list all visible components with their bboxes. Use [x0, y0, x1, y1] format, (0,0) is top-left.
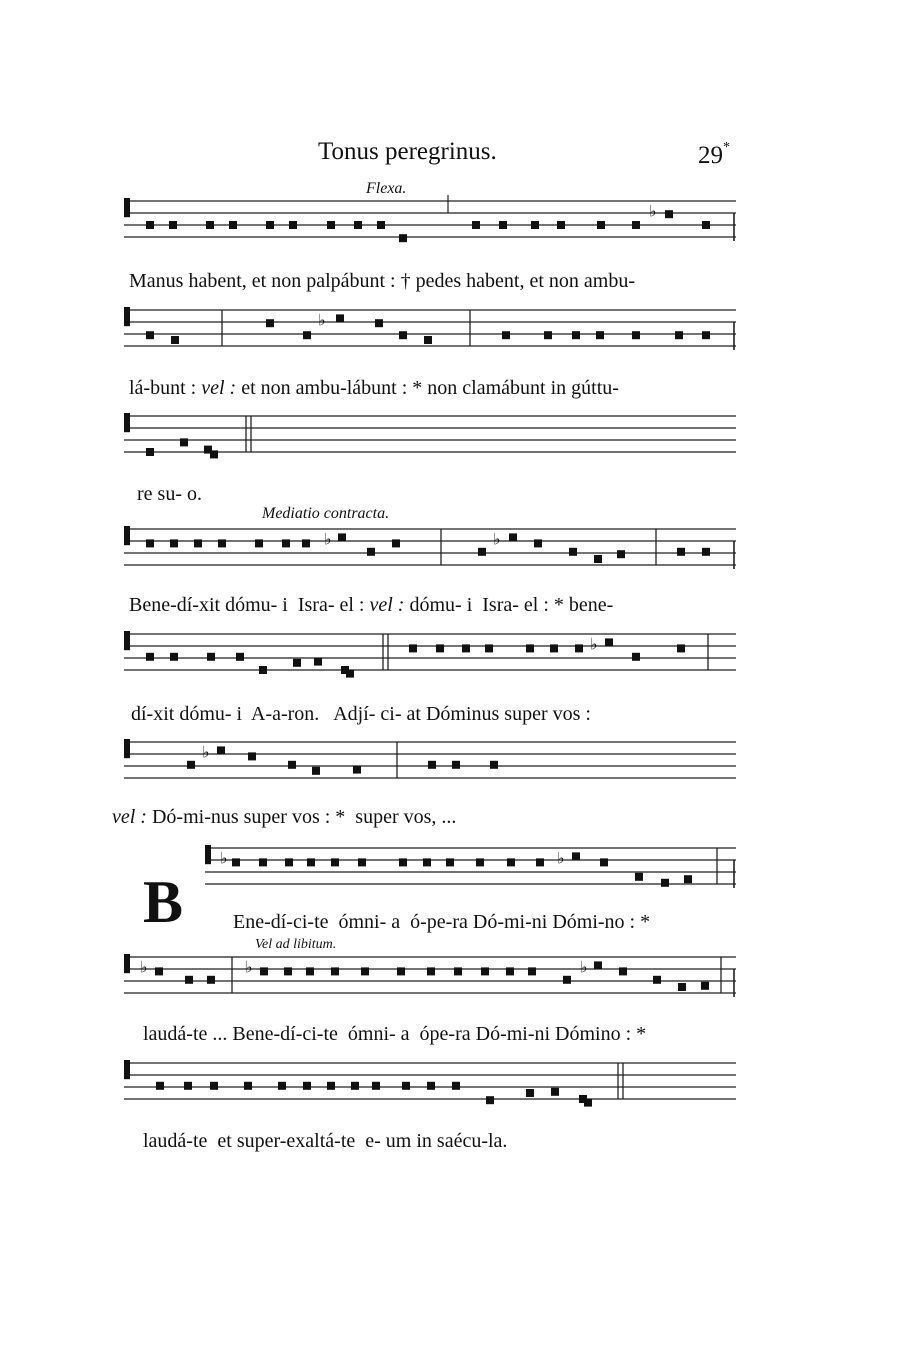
neume-note — [423, 858, 431, 866]
neume-note — [572, 852, 580, 860]
neume-note — [338, 533, 346, 541]
neume-note — [248, 752, 256, 760]
rubric-vel: vel : — [112, 806, 147, 828]
lyric-text-rest: et non ambu-lábunt : * non clamábunt in gúttu- — [236, 377, 619, 399]
neume-note — [619, 967, 627, 975]
neume-note — [312, 767, 320, 775]
lyric-line-4 — [129, 594, 613, 617]
neume-note — [452, 761, 460, 769]
neume-note — [146, 653, 154, 661]
clef-icon — [124, 307, 130, 326]
neume-note — [306, 967, 314, 975]
neume-note — [351, 1082, 359, 1090]
neume-note — [526, 1089, 534, 1097]
neume-note — [282, 539, 290, 547]
neume-note — [206, 221, 214, 229]
neume-note — [314, 658, 322, 666]
neume-note — [402, 1082, 410, 1090]
neume-note — [653, 976, 661, 984]
neume-note — [293, 659, 301, 667]
lyric-line-8: laudá-te ... Bene-dí-ci-te ómni- a ópe-ra Dó-mi-ni Dómino : * — [143, 1023, 647, 1045]
neume-note — [452, 1082, 460, 1090]
neume-note — [550, 644, 558, 652]
neume-note — [490, 761, 498, 769]
flat-icon: ♭ — [324, 529, 332, 549]
neume-note — [702, 548, 710, 556]
lyric-line-9: laudá-te et super-exaltá-te e- um in saécu-la. — [143, 1130, 508, 1152]
rubric-mediatio: Mediatio contracta. — [262, 505, 390, 522]
neume-note — [472, 221, 480, 229]
neume-note — [675, 331, 683, 339]
neume-note — [507, 858, 515, 866]
rubric-vel: vel : — [201, 377, 237, 399]
neume-note — [266, 319, 274, 327]
neume-note — [702, 221, 710, 229]
page-number-mark: * — [723, 140, 730, 155]
neume-note — [600, 858, 608, 866]
neume-note — [544, 331, 552, 339]
neume-note — [331, 858, 339, 866]
neume-note — [684, 875, 692, 883]
lyric-line-6 — [112, 806, 456, 829]
clef-icon — [124, 631, 130, 650]
lyric-line-3: re su- o. — [137, 483, 202, 505]
neume-note — [665, 210, 673, 218]
neume-note — [678, 983, 686, 991]
lyric-text-rest: Dó-mi-nus super vos : * super vos, ... — [146, 806, 457, 828]
neume-note — [171, 336, 179, 344]
flat-icon: ♭ — [245, 957, 253, 977]
flat-icon: ♭ — [202, 742, 210, 762]
neume-note — [551, 1088, 559, 1096]
lyric-line-7: Ene-dí-ci-te ómni- a ó-pe-ra Dó-mi-ni Dómi-no : * — [233, 911, 651, 933]
neume-note — [327, 221, 335, 229]
flat-icon: ♭ — [557, 848, 565, 868]
neume-note — [572, 331, 580, 339]
neume-note — [594, 961, 602, 969]
neume-note — [502, 331, 510, 339]
neume-note — [399, 234, 407, 242]
neume-note — [307, 858, 315, 866]
neume-note — [169, 221, 177, 229]
neume-note — [617, 550, 625, 558]
neume-note — [353, 766, 361, 774]
neume-note — [372, 1082, 380, 1090]
neume-note — [677, 548, 685, 556]
neume-note — [632, 221, 640, 229]
neume-note — [677, 644, 685, 652]
neume-note — [427, 1082, 435, 1090]
neume-note — [146, 539, 154, 547]
neume-note — [367, 548, 375, 556]
rubric-flexa: Flexa. — [366, 180, 407, 197]
neume-note — [528, 967, 536, 975]
flat-icon: ♭ — [318, 310, 326, 330]
neume-note — [481, 967, 489, 975]
neume-note — [155, 967, 163, 975]
neume-note — [331, 967, 339, 975]
lyric-text-rest: dómu- i Isra- el : * bene- — [404, 594, 614, 616]
neume-note — [170, 653, 178, 661]
neume-note — [499, 221, 507, 229]
flat-icon: ♭ — [590, 634, 598, 654]
neume-note — [557, 221, 565, 229]
lyric-line-2 — [129, 377, 619, 400]
neume-note — [446, 858, 454, 866]
page-number-value: 29 — [698, 142, 723, 169]
neume-note — [534, 539, 542, 547]
neume-note — [146, 448, 154, 456]
neume-note — [170, 539, 178, 547]
neume-note — [476, 858, 484, 866]
neume-note — [436, 644, 444, 652]
neume-note — [462, 644, 470, 652]
neume-note — [260, 967, 268, 975]
neume-note — [232, 858, 240, 866]
clef-icon — [205, 845, 211, 864]
page-title: Tonus peregrinus. — [318, 138, 497, 165]
neume-note — [409, 644, 417, 652]
neume-note — [702, 331, 710, 339]
neume-note — [194, 539, 202, 547]
neume-note — [536, 858, 544, 866]
neume-note — [635, 873, 643, 881]
neume-note — [584, 1099, 592, 1107]
neume-note — [303, 1082, 311, 1090]
neume-note — [701, 982, 709, 990]
neume-note — [303, 331, 311, 339]
neume-note — [399, 858, 407, 866]
neume-note — [336, 314, 344, 322]
neume-note — [259, 858, 267, 866]
neume-note — [454, 967, 462, 975]
neume-note — [594, 555, 602, 563]
neume-note — [187, 761, 195, 769]
neume-note — [632, 331, 640, 339]
neume-note — [229, 221, 237, 229]
neume-note — [485, 644, 493, 652]
lyric-line-1: Manus habent, et non palpábunt : † pedes habent, et non ambu- — [129, 270, 635, 292]
neume-note — [399, 331, 407, 339]
neume-note — [146, 331, 154, 339]
clef-icon — [124, 954, 130, 973]
neume-note — [375, 319, 383, 327]
neume-note — [569, 548, 577, 556]
neume-note — [597, 221, 605, 229]
neume-note — [354, 221, 362, 229]
neume-note — [185, 976, 193, 984]
clef-icon — [124, 739, 130, 758]
rubric-ad-libitum: Vel ad libitum. — [255, 937, 337, 952]
lyric-line-5: dí-xit dómu- i A-a-ron. Adjí- ci- at Dóminus super vos : — [131, 703, 591, 725]
clef-icon — [124, 1060, 130, 1079]
neume-note — [506, 967, 514, 975]
neume-note — [207, 976, 215, 984]
rubric-vel: vel : — [369, 594, 405, 616]
neume-note — [358, 858, 366, 866]
neume-note — [278, 1082, 286, 1090]
neume-note — [361, 967, 369, 975]
neume-note — [531, 221, 539, 229]
neume-note — [266, 221, 274, 229]
clef-icon — [124, 413, 130, 432]
neume-note — [428, 761, 436, 769]
neume-note — [397, 967, 405, 975]
neume-note — [526, 644, 534, 652]
neume-note — [509, 533, 517, 541]
neume-note — [180, 438, 188, 446]
neume-note — [156, 1082, 164, 1090]
flat-icon: ♭ — [220, 848, 228, 868]
neume-note — [632, 653, 640, 661]
neume-note — [486, 1096, 494, 1104]
neume-note — [259, 666, 267, 674]
clef-icon — [124, 526, 130, 545]
neume-note — [478, 548, 486, 556]
flat-icon: ♭ — [140, 957, 148, 977]
neume-note — [563, 976, 571, 984]
neume-note — [284, 967, 292, 975]
flat-icon: ♭ — [649, 201, 657, 221]
neume-note — [218, 539, 226, 547]
neume-note — [146, 221, 154, 229]
neume-note — [210, 450, 218, 458]
neume-note — [244, 1082, 252, 1090]
neume-note — [217, 746, 225, 754]
flat-icon: ♭ — [493, 529, 501, 549]
initial-letter: B — [143, 869, 184, 935]
neume-note — [427, 967, 435, 975]
neume-note — [661, 879, 669, 887]
neume-note — [255, 539, 263, 547]
neume-note — [327, 1082, 335, 1090]
neume-note — [207, 653, 215, 661]
flat-icon: ♭ — [580, 957, 588, 977]
neume-note — [302, 539, 310, 547]
neume-note — [605, 638, 613, 646]
neume-note — [285, 858, 293, 866]
lyric-text: lá-bunt : — [129, 377, 202, 399]
neume-note — [575, 644, 583, 652]
neume-note — [210, 1082, 218, 1090]
neume-note — [377, 221, 385, 229]
neume-note — [184, 1082, 192, 1090]
neume-note — [288, 761, 296, 769]
neume-note — [392, 539, 400, 547]
neume-note — [596, 331, 604, 339]
neume-note — [289, 221, 297, 229]
clef-icon — [124, 198, 130, 217]
neume-note — [346, 670, 354, 678]
neume-note — [236, 653, 244, 661]
lyric-text: Bene-dí-xit dómu- i Isra- el : — [129, 594, 370, 616]
neume-note — [424, 336, 432, 344]
